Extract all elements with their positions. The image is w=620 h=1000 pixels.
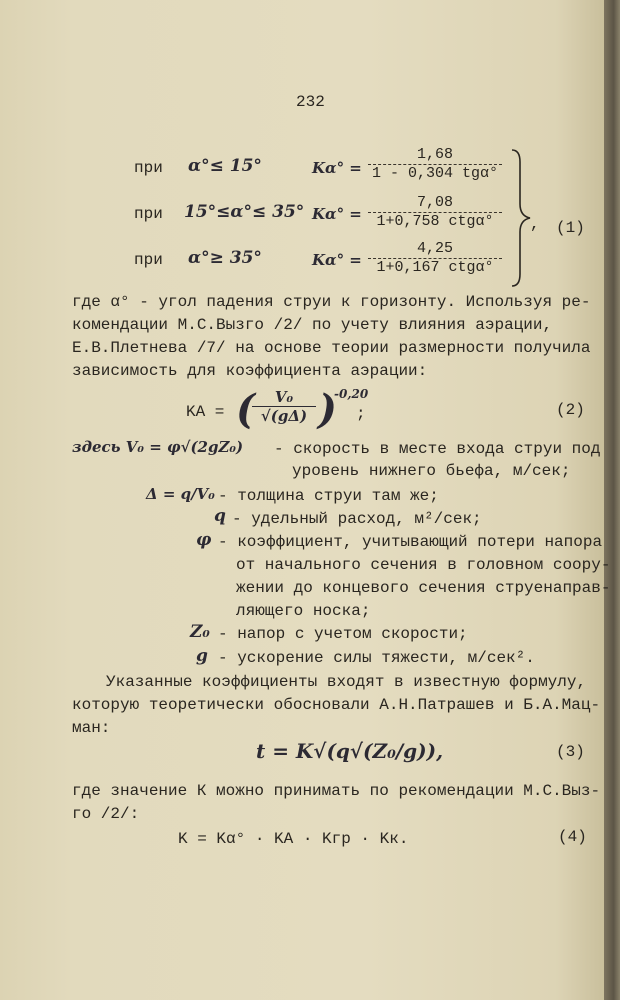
equation-3-label: (3) [556,743,585,761]
para1-line-4: зависимость для коэффициента аэрации: [72,362,428,380]
def-symbol-q: q [214,506,226,526]
equation-4: K = Kα° · KA · Kгр · Kк. [178,830,409,848]
def-symbol-z0: Z₀ [190,622,210,642]
def-symbol-phi: φ [196,530,212,550]
para1-line-1: где α° - угол падения струи к горизонту. Используя ре- [72,293,591,311]
def-symbol-delta: Δ = q/V₀ [146,485,215,503]
def-text-phi-1: - коэффициент, учитывающий потери напора [218,533,603,551]
page-number: 232 [296,93,325,111]
def-text-q: - удельный расход, м²/сек; [232,510,482,528]
def-text-phi-4: ляющего носка; [236,602,371,620]
def-text-z0: - напор с учетом скорости; [218,625,468,643]
def-text-delta: - толщина струи там же; [218,487,439,505]
def-text-phi-3: жении до концевого сечения струенаправ- [236,579,611,597]
para2-line-2: которую теоретически обосновали А.Н.Патрашев и Б.А.Мац- [72,696,601,714]
def-text-g: - ускорение силы тяжести, м/сек². [218,649,535,667]
def-text-phi-2: от начального сечения в головном соору- [236,556,611,574]
para2-line-1: Указанные коэффициенты входят в известную формулу, [106,673,587,691]
equation-3: t = K√(q√(Z₀/g)), [256,739,444,763]
def-text-v0: - скорость в месте входа струи под [274,440,601,458]
def-text-v0-cont: уровень нижнего бьефа, м/сек; [292,462,571,480]
para1-line-2: комендации М.С.Вызго /2/ по учету влияния аэрации, [72,316,553,334]
para3-line-2: го /2/: [72,805,140,823]
equation-4-label: (4) [558,828,587,846]
book-binding-edge [604,0,620,1000]
para3-line-1: где значение К можно принимать по рекомендации М.С.Выз- [72,782,601,800]
para1-line-3: Е.В.Плетнева /7/ на основе теории размерности получила [72,339,591,357]
def-symbol-v0: здесь V₀ = φ√(2gZ₀) [72,438,244,456]
para2-line-3: ман: [72,719,111,737]
equation-1-label: (1) [556,219,585,237]
def-symbol-g: g [196,646,208,666]
